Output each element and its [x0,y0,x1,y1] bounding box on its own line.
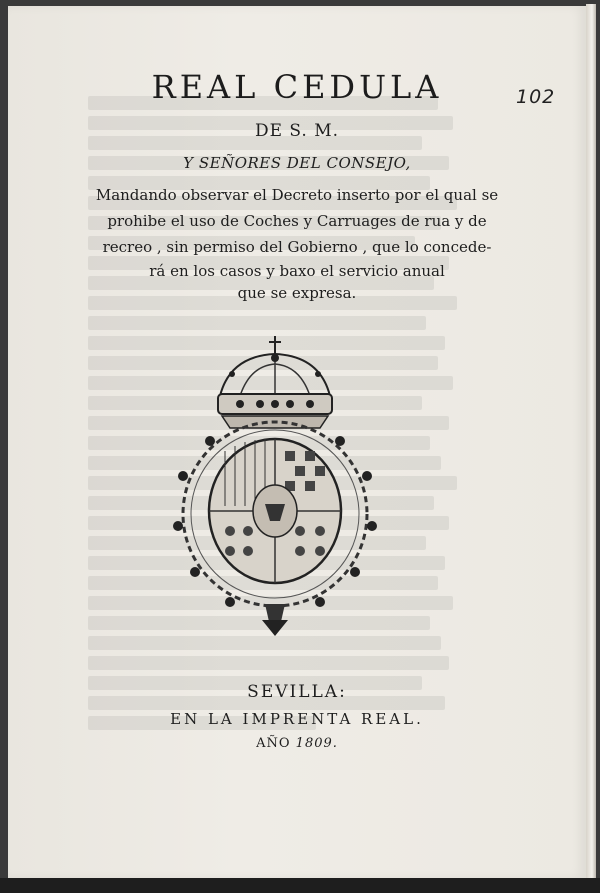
royal-coat-of-arms-icon [170,336,380,636]
body-line-1: Mandando observar el Decreto inserto por el qual se [95,186,499,204]
scan-bottom-border [0,878,600,893]
imprint-printer: EN LA IMPRENTA REAL. [170,710,424,728]
document-title: REAL CEDULA [151,68,443,106]
document-subtitle: DE S. M. [254,121,340,141]
imprint-year [8,736,586,751]
body-line-5: que se expresa. [237,284,357,302]
year-label: AÑO [256,736,291,751]
body-line-3: recreo , sin permiso del Gobierno , que lo concede- [102,238,492,256]
imprint-place: SEVILLA: [247,682,347,702]
document-subtitle-council: Y SEÑORES DEL CONSEJO, [183,154,411,172]
body-line-2: prohibe el uso de Coches y Carruages de rua y de [107,212,487,230]
body-line-4: rá en los casos y baxo el servicio anual [149,262,445,280]
year-value: 1809. [295,736,338,751]
folio-number: 102 [516,86,556,108]
paper-sheet [8,6,588,878]
page-edge [586,4,596,882]
